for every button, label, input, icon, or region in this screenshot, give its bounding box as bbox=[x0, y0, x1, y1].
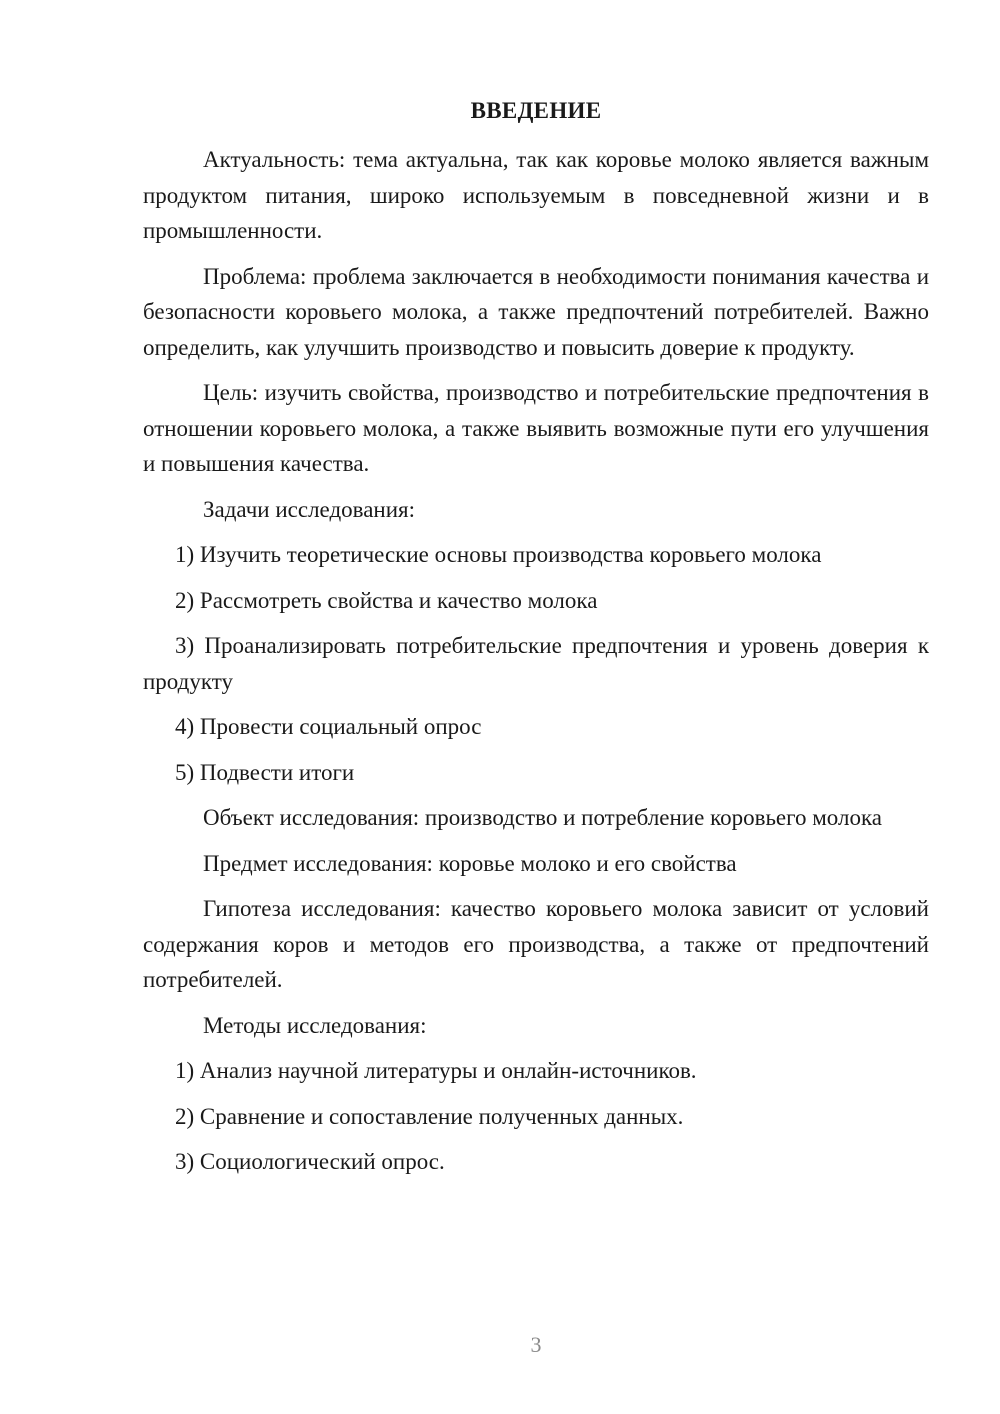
method-item: 1) Анализ научной литературы и онлайн-источников. bbox=[175, 1058, 697, 1083]
subject-paragraph: Предмет исследования: коровье молоко и его свойства bbox=[203, 850, 737, 876]
tasks-heading: Задачи исследования: bbox=[203, 496, 416, 522]
methods-heading: Методы исследования: bbox=[203, 1012, 427, 1038]
method-item: 2) Сравнение и сопоставление полученных данных. bbox=[175, 1103, 684, 1129]
task-item: 4) Провести социальный опрос bbox=[175, 714, 482, 739]
hypothesis-paragraph: Гипотеза исследования: качество коровьего молока зависит от условий содержания коров и методов его производства, а также от предпочтений потребителей. bbox=[143, 896, 929, 992]
page-number: 3 bbox=[530, 1332, 542, 1357]
task-item: 5) Подвести итоги bbox=[175, 759, 355, 785]
relevance-paragraph: Актуальность: тема актуальна, так как коровье молоко является важным продуктом питания, широко используемым в повседневной жизни и в промышленности. bbox=[143, 147, 929, 243]
page-title: ВВЕДЕНИЕ bbox=[470, 98, 602, 123]
object-paragraph: Объект исследования: производство и потребление коровьего молока bbox=[203, 805, 883, 830]
problem-paragraph: Проблема: проблема заключается в необходимости понимания качества и безопасности коровьего молока, а также предпочтений потребителей. Важно определить, как улучшить производство и повысить доверие к продукту. bbox=[143, 263, 929, 360]
document-body bbox=[143, 142, 929, 1190]
task-item: 2) Рассмотреть свойства и качество молока bbox=[175, 587, 598, 613]
goal-paragraph: Цель: изучить свойства, производство и потребительские предпочтения в отношении коровьего молока, а также выявить возможные пути его улучшения и повышения качества. bbox=[143, 380, 929, 476]
task-item: 1) Изучить теоретические основы производства коровьего молока bbox=[175, 542, 822, 567]
method-item: 3) Социологический опрос. bbox=[175, 1149, 445, 1174]
task-item: 3) Проанализировать потребительские предпочтения и уровень доверия к продукту bbox=[143, 633, 929, 694]
